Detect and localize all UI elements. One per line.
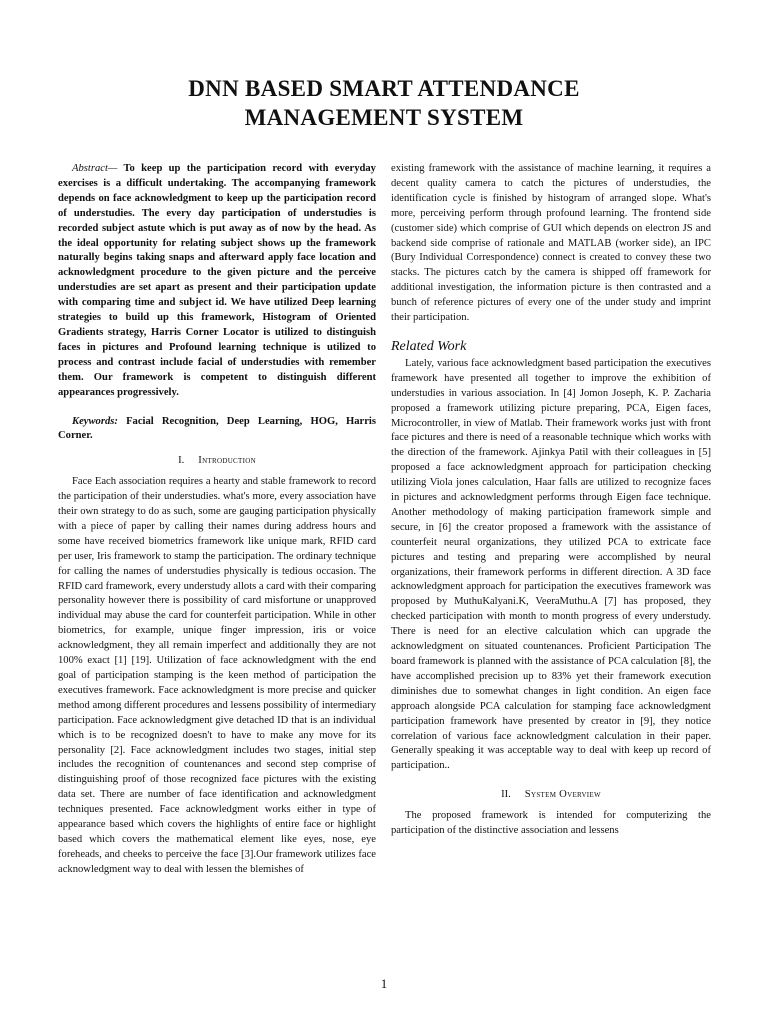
introduction-continuation: existing framework with the assistance of machine learning, it requires a decent quality camera to catch the pictures of understudies, the identification cycle is finished by histogram of arranged slope. What's more, perceiving perform through profound learning. The frontend side (customer side) which comprise of GUI which depends on electron JS and backend side comprise of rationale and MATLAB (worker side), an IPC (Bury Individual Correspondence) connect is created to convey these two stacks. The pictures catch by the camera is shipped off framework for additional investigation, the information picture is then contrasted and a bunch of reference pictures of every one of the under study and imprint their participation. <box>391 163 711 324</box>
title-line-1: DNN BASED SMART ATTENDANCE <box>188 76 580 101</box>
title-line-2: MANAGEMENT SYSTEM <box>244 105 524 130</box>
related-work-paragraph: Lately, various face acknowledgment based participation the executives framework have presented all together to improve the exhibition of understudies in various association. In [4] Jomon Joseph, K. P. Zacharia proposed a framework utilizing picture preparing, PCA, Eigen faces, Microcontroller, in view of Matlab. Their framework works just with front face pictures and there is need of a reasonable technique which works with the direction of the framework. Ajinkya Patil with their colleagues in [5] proposed a face acknowledgment approach for participation checking utilizing Viola jones calculation, Haar falls are utilized to recognize faces in pictures and acknowledgment performs through Eigen face technique. Another methodology of making participation framework simple and secure, in [6] the creator proposed a framework with the assistance of counterfeit neural organizations, they utilized PCA to extricate face pictures and testing and preparing were accomplished by neural organizations, their framework performs in different direction. A 3D face acknowledgment approach for participation the executives framework was proposed by MuthuKalyani.K, VeeraMuthu.A [7] has proposed, they checked participation with month to month progress of every understudy. There is need for an elective calculation which can upgrade the acknowledgment on situated countenances. Proficient Participation The board framework is planned with the assistance of PCA calculation [8], the have accomplished precision up to 83% yet their framework execution diminishes due to somewhat changes in light condition. An eigen face approach alongside PCA calculation for stamping face acknowledgment participation framework have presented by creator in [9], they notice correlation of various face acknowledgment calculation in their paper. Generally speaking it was acceptable way to deal with keep up record of participation.. <box>391 357 711 772</box>
related-work-heading: Related Work <box>391 338 467 354</box>
keywords-label: Keywords: <box>72 415 118 427</box>
keywords-text: Facial Recognition, Deep Learning, HOG, Harris Corner. <box>58 415 376 442</box>
section-title: System Overview <box>524 789 601 801</box>
abstract-text: To keep up the participation record with everyday exercises is a difficult undertaking. The accompanying framework depends on face acknowledgment to keep up the participation record of understudies. The every day participation of understudies is recorded subject astute which is put away as of now by the head. As the ideal opportunity for relating subject shows up the framework naturally begins taking snaps and afterward apply face location and acknowledgment procedure to the given picture and the perceive understudies are set apart as present and their participation update with comparing time and subject id. We have utilized Deep learning strategies to build up this framework, Histogram of Oriented Gradients strategy, Harris Corner Locator is utilized to distinguish faces in pictures and Profound learning technique is utilized to process and contrast include facial of understudies with remember them. Our framework is competent to distinguish different appearances progressively. <box>58 163 376 398</box>
system-overview-paragraph: The proposed framework is intended for computerizing the participation of the distinctive association and lessens <box>391 810 711 837</box>
left-column <box>58 162 376 878</box>
page-number: 1 <box>380 976 388 991</box>
keywords <box>58 415 376 445</box>
paper-title <box>40 74 728 132</box>
right-column <box>391 162 711 839</box>
section-heading-system-overview <box>391 788 711 803</box>
section-number: I. <box>178 455 185 467</box>
section-title: Introduction <box>198 455 256 467</box>
introduction-paragraph: Face Each association requires a hearty and stable framework to record the participation of their understudies. what's more, every association have their own strategy to do as such, some are gauging participation physically with a piece of paper by calling their names during address hours and some have received biometrics framework like unique mark, RFID card per user, Iris framework to stamp the participation. The ordinary technique for calling the names of understudies physically is tedious occasion. The RFID card framework, every understudy allots a card with their comparing personality however there is possibility of card misfortune or unapproved individual may abuse the card for counterfeit participation. While in other biometrics, for example, unique finger impression, iris or voice acknowledgment, they all remain imperfect and additionally they are not 100% exact [1] [19]. Utilization of face acknowledgment with the end goal of participation stamping is the keen method of participation the executives framework. Face acknowledgment is more precise and quicker method among different procedures and lessens possibility of intermediary participation. Face acknowledgment give detached ID that is an individual which is to be recognized doesn't to have to make any move for its personality [2]. Face acknowledgment includes two stages, initial step includes the recognition of countenances and second step comprise of distinguishing proof of those recognized face pictures with the existing data set. There are number of face identification and acknowledgment techniques presented. Face acknowledgment works either in type of appearance based which covers the highlights of entire face or highlight based which covers the mathematical element like eyes, nose, eye foreheads, and cheeks to perceive the face [3].Our framework utilizes face acknowledgment way to deal with lessen the blemishes of <box>58 476 377 875</box>
abstract-label: Abstract— <box>72 163 118 174</box>
section-number: II. <box>501 789 511 801</box>
abstract <box>58 162 376 401</box>
section-heading-introduction <box>58 454 376 469</box>
